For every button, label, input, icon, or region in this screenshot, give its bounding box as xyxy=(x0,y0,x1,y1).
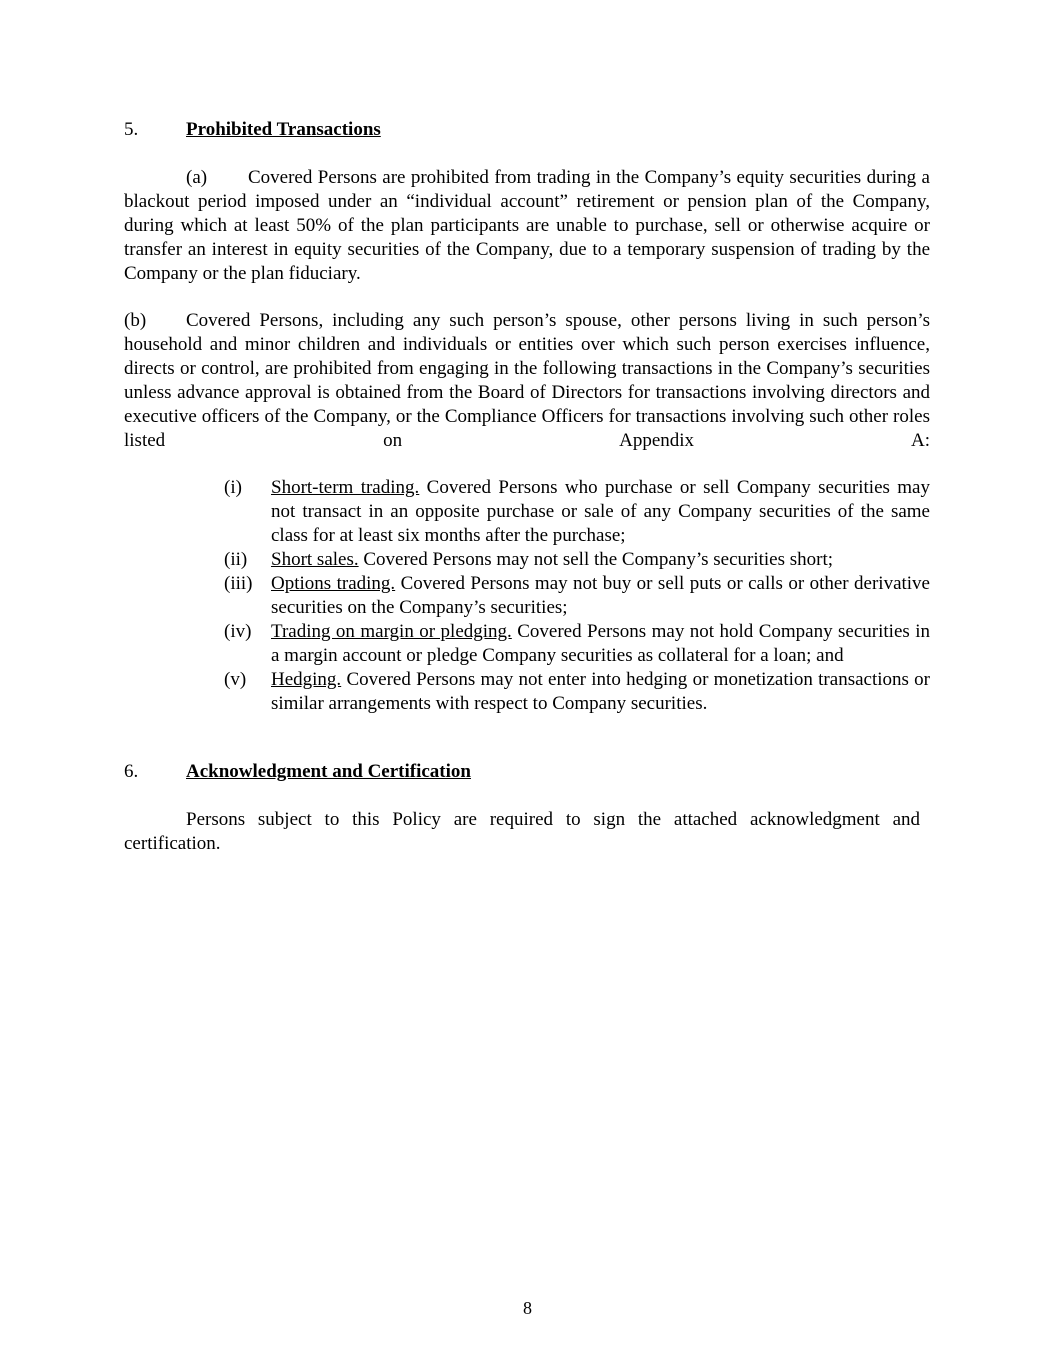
list-item xyxy=(224,572,930,620)
section-5-title: Prohibited Transactions xyxy=(186,119,381,140)
page-number: 8 xyxy=(523,1298,532,1318)
list-item-numeral: (ii) xyxy=(224,549,248,570)
list-item-lead: Hedging. xyxy=(271,669,342,690)
list-item-text: Covered Persons may not enter into hedging or monetization transactions or similar arrangements with respect to Company securities. xyxy=(271,669,930,714)
section-5-heading xyxy=(124,118,381,142)
list-item-lead: Trading on margin or pledging. xyxy=(271,621,512,642)
list-item xyxy=(224,476,930,548)
section-5-number: 5. xyxy=(124,119,139,140)
section-6-paragraph xyxy=(124,808,920,856)
list-item-body xyxy=(271,476,930,548)
list-item-lead: Short-term trading. xyxy=(271,477,420,498)
list-item-text: Covered Persons may not sell the Company’s securities short; xyxy=(358,549,834,570)
list-item-text: Covered Persons may not hold Company securities in a margin account or pledge Company securities as collateral for a loan; and xyxy=(271,621,930,666)
paragraph-b-label: (b) xyxy=(124,310,147,331)
list-item-body xyxy=(271,620,930,668)
section-6-title: Acknowledgment and Certification xyxy=(186,761,471,782)
list-item-text: Covered Persons may not buy or sell puts or calls or other derivative securities on the Company’s securities; xyxy=(271,573,930,618)
list-item-lead: Short sales. xyxy=(271,549,359,570)
paragraph-a-text: Covered Persons are prohibited from trading in the Company’s equity securities during a blackout period imposed under an “individual account” retirement or pension plan of the Company, during which at least 50% of the plan participants are unable to purchase, sell or otherwise acquire or transfer an interest in equity securities of the Company, due to a temporary suspension of trading by the Company or the plan fiduciary. xyxy=(124,167,930,284)
section-6-text: Persons subject to this Policy are required to sign the attached acknowledgment and certification. xyxy=(124,809,920,854)
list-item-body xyxy=(271,668,930,716)
list-item xyxy=(224,668,930,716)
list-item-text: Covered Persons who purchase or sell Company securities may not transact in an opposite purchase or sale of any Company securities of the same class for at least six months after the purchase; xyxy=(271,477,930,546)
list-item-lead: Options trading. xyxy=(271,573,396,594)
list-item-numeral: (i) xyxy=(224,477,242,498)
list-item xyxy=(224,620,930,668)
section-6-heading xyxy=(124,760,471,784)
section-6-number: 6. xyxy=(124,761,139,782)
list-item-numeral: (iii) xyxy=(224,573,253,594)
prohibited-transactions-list xyxy=(224,476,930,716)
section-5-paragraph-b xyxy=(124,309,930,453)
list-item-body xyxy=(271,572,930,620)
paragraph-b-text: Covered Persons, including any such person’s spouse, other persons living in such person’s household and minor children and individuals or entities over which such person exercises influence, directs or control, are prohibited from engaging in the following transactions in the Company’s securities unless advance approval is obtained from the Board of Directors for transactions involving directors and executive officers of the Company, or the Compliance Officers for transactions involving such other roles listed on Appendix A: xyxy=(124,310,930,451)
list-item-numeral: (iv) xyxy=(224,621,252,642)
list-item xyxy=(224,548,930,572)
list-item-numeral: (v) xyxy=(224,669,247,690)
list-item-body xyxy=(271,548,930,572)
section-5-paragraph-a xyxy=(124,166,930,286)
paragraph-a-label: (a) xyxy=(186,167,208,188)
